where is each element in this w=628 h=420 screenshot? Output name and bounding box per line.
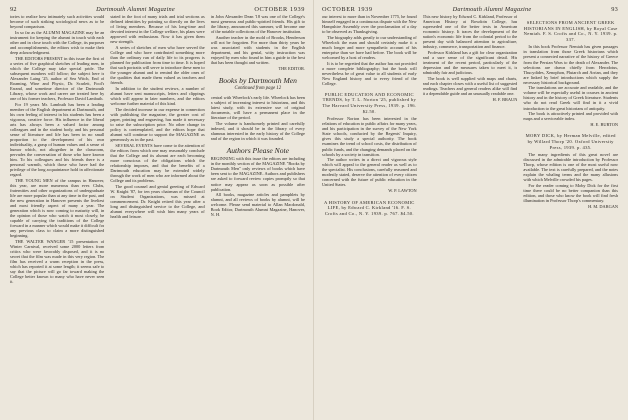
right-page bbox=[314, 0, 628, 420]
issue-date-left: OCTOBER 1939 bbox=[254, 5, 305, 13]
paragraph: The translations are accurate and readable, and the volume will be especially useful in courses in ancient history and in the history of Greek literature. Students who do not read Greek will find in it a vivid introduction to the great historians of antiquity. bbox=[523, 85, 618, 111]
authors-note-title: Authors Please Note bbox=[226, 146, 290, 156]
paragraph: Professor Kirkland has a gift for clear organization and a sure sense of the significant detail. His treatment of the recent period, particularly of the depression and the measures taken to meet it, is admirably fair and judicious. bbox=[422, 49, 518, 76]
reviewer-byline: H. E. BURTON bbox=[590, 122, 618, 128]
paragraph: The biography adds greatly to our understanding of Wheelock the man and should certainly make it a much longer and more sympathetic account of his enterprise than we have had before. The book will be welcomed by a host of readers. bbox=[322, 34, 417, 60]
paragraph: THE EDITORS PRESENT in this issue the first of a series of five graphical sketches of leading men, in which the College may take special pride. The subsequent numbers will follow; the subject here is Alexander Laing '25, author of Sea Witch, End of Roaming, Wine and Physic, Dr. Scarlett, Fool's Errand, and sometime director of the Dartmouth Library, whose work and career are treated here by one of his former teachers, Professor David Lambuth. bbox=[10, 55, 105, 101]
paragraph: SEVERAL EVENTS have come to the attention of the editors from which one may reasonably conclude that the College and its alumni are each becoming more conscious of the obligations which the relationship imposes, and that the benefits of a Dartmouth education may be extended widely through the work of men who are informed about the College and its problems. bbox=[110, 142, 205, 183]
left-page-header bbox=[10, 4, 305, 14]
paragraph: BEGINNING with this issue the editors are including in the monthly section of the MAGAZINE "Books by Dartmouth Men" only reviews of books which have been sent to the MAGAZINE. Authors and publishers are asked to forward review copies promptly so that notice may appear as soon as possible after publication. bbox=[210, 156, 305, 192]
page-number-left: 92 bbox=[10, 5, 17, 13]
reviewer-byline: H. F. BRAUN bbox=[492, 96, 518, 102]
paragraph: in John Alexander Dean '18 was one of the College's most generous and public-spirited friends. His gift to the library, announced this summer, will become one of the notable collections of the Hanover institution. bbox=[210, 14, 305, 35]
paragraph: Professor Norton has been interested in the relations of education to public affairs for many years, and his participation in the survey of the New York State schools, conducted by the Regents' Inquiry, gives this study a special authority. The book examines the trend of school costs, the distribution of public funds, and the changing demands placed on the schools by a society in transition. bbox=[322, 116, 417, 157]
magazine-title-right: Dartmouth Alumni Magazine bbox=[452, 5, 532, 13]
issue-date-right: OCTOBER 1939 bbox=[322, 5, 373, 13]
page-number-right: 93 bbox=[611, 5, 618, 13]
books-continued-note: Continued from page 12 bbox=[234, 86, 282, 92]
paragraph: For the reader coming to Moby Dick for the first time there could be no better companion than this edition, and those who know the book will find fresh illumination in Professor Thorp's commentary. bbox=[523, 183, 618, 204]
right-column-2 bbox=[423, 14, 518, 418]
books-section-title: Books by Dartmouth Men bbox=[218, 76, 297, 86]
reviewer-byline: H. M. DARGAN bbox=[588, 204, 618, 210]
paragraph: The book is attractively printed and provided with maps and a serviceable index. bbox=[523, 111, 618, 122]
paragraph: stated in the foot of many trials and trial sections as defined identities by pointing so directly on the lives of living members. Because of his long-time and devoted interest in the College welfare, his plans were approved with enthusiasm. Now it has given them new strength. bbox=[110, 14, 205, 45]
paragraph: The many ingredients of this great novel are discussed in the admirable introduction by Professor Thorp, whose edition is one of the most useful now available. The text is carefully prepared, and the notes explain the whaling terms and the many allusions with which Melville crowded his pages. bbox=[523, 152, 618, 183]
paragraph: Another teacher in the mold of Brooks, Henderson will not be forgotten. For more than thirty years he was associated with students in the English department, and his genial, witty instruction was enjoyed by men who found in him a guide to the best that has been thought and written. bbox=[210, 34, 305, 66]
magazine-title-left: Dartmouth Alumni Magazine bbox=[96, 5, 175, 13]
review-title-public-education: PUBLIC EDUCATION AND ECONOMIC TRENDS, by T. L. Norton '25, published by The Harvard University Press, 1939. p. 196. $2.50. bbox=[322, 91, 417, 114]
review-title-greek-historians: SELECTIONS FROM ANCIENT GREEK HISTORIANS IN ENGLISH, by Royal Case Nemiah. F. S. Crofts and Co., N. Y. 1939. p. 337. bbox=[523, 20, 618, 42]
paragraph: The book is well supplied with maps and charts, and each chapter closes with a useful list of suggested readings. Teachers and general readers alike will find it a dependable guide and an unusually readable one. bbox=[422, 75, 518, 96]
right-page-header bbox=[322, 4, 618, 14]
paragraph: tories to realize how intimately such activities would become of such striking sociological news as to be beyond comparison. bbox=[10, 14, 105, 30]
review-title-moby-dick: MOBY DICK, by Herman Melville, edited by Willard Thorp '20. Oxford University Press, 1939. p. 435. bbox=[525, 133, 616, 150]
review-title-economic-life: A HISTORY OF AMERICAN ECONOMIC LIFE, by Edward C. Kirkland '16. F. S. Crofts and Co., N. Y. 1939. p. 767. $4.50. bbox=[323, 199, 415, 216]
right-column-3 bbox=[523, 14, 618, 418]
left-column-1 bbox=[10, 14, 104, 418]
paragraph: In so far as the ALUMNI MAGAZINE may be an instrument for keeping the alumni in touch with each other and in close touch with the College, its purposes and accomplishments, the editors wish to make their deep acknowledgment. bbox=[10, 29, 105, 55]
paragraph: THE YOUNG MEN of the campus in Hanover, this year, are more numerous than ever. Clubs, fraternities and other organizations of undergraduate life are more popular than at any time in the past, and the new generation in Hanover presents the liveliest and most friendly aspect of many a year. The generation which is now coming to maturity will, in the opinion of those who watch it most closely, be capable of carrying the traditions of the College forward in a manner which would make it difficult for any previous class to claim a more distinguished beginning. bbox=[10, 177, 105, 239]
paragraph: In this book Professor Nemiah has given passages in translation from those Greek historians which present a connected narrative of the history of Greece from the Persian Wars to the death of Alexander. The selections are drawn chiefly from Herodotus, Thucydides, Xenophon, Plutarch and Arrian, and they are linked by brief introductions which supply the necessary historical background. bbox=[523, 44, 618, 85]
paragraph: THE WALTER WANGER '15 presentation of Winter Carnival, received some 2000 letters from critics who were favorably disposed, and it is no secret that the film was made in this very region. The film has received a warm reception in the press, which has reported it at some length; it seems safe to say that the picture will go far toward making the College better known to many who have never seen it. bbox=[10, 239, 105, 285]
right-column-1 bbox=[322, 14, 417, 418]
paragraph: All books, magazine articles and pamphlets by alumni, and all reviews of books by alumni, will be welcome. Please send material to Allan Macdonald, Book Editor, Dartmouth Alumni Magazine, Hanover, N. H. bbox=[210, 192, 305, 218]
left-column-3 bbox=[211, 14, 305, 418]
paragraph: For 19 years Mr. Lambuth has been a leading member of the English department at Dartmouth, and his own feeling of interest in his students has been a vigorous, creative force. His influence in the liberal arts has always been a valued factor among colleagues and in the student body, and his personal sense of literature and life has been in no small proportion to the development of his own individuality, a grasp of human values and a sense of humor which, not altogether in the classroom, pervades the conversation of those who have known him. To his colleagues and his friends there is a personal warmth, which those who have had the privilege of the long acquaintance hold in affectionate regard. bbox=[10, 101, 105, 178]
reviewer-byline: W. P. LAWTON bbox=[388, 188, 417, 194]
right-page-columns bbox=[322, 14, 618, 418]
paragraph: The good counsel and genial greeting of Edward W. Knight '87, for ten years chairman of the Council on Student Organizations, was missed at commencement. Dr. Knight retired this year after a long and distinguished service to the College, and alumni everywhere will wish him many years of health and leisure. bbox=[110, 183, 205, 219]
paragraph: our interest to more than in November 1775, he found himself engaged in a continuous dispute with the New Hampshire Assembly over the proclamation of a day to be observed as Thanksgiving. bbox=[322, 14, 417, 35]
left-page-columns bbox=[10, 14, 305, 418]
paragraph: In addition to the student reviews, a number of alumni have sent manuscripts, letters and clippings which will appear in later numbers, and the editors welcome further material of this kind. bbox=[110, 85, 205, 106]
editor-signature: THE EDITOR. bbox=[278, 66, 305, 72]
paragraph: It is to be regretted that the author has not provided a more complete bibliography; but the book will nevertheless be of great value to all students of early New England history and to every friend of the College. bbox=[322, 60, 417, 86]
paragraph: A series of sketches of men who have served the College and who have contributed something more than the ordinary run of daily life to its progress is planned for publication from time to time. It is hoped that such portraits will serve to introduce these men to the younger alumni and to remind the older ones of the qualities that made them valued as teachers and friends. bbox=[110, 44, 205, 86]
paragraph: The decided increase in our expense in connection with publishing the magazine, the greater cost of paper, printing and engraving, has made it necessary to raise the subscription price. No other change in policy is contemplated, and the editors hope that alumni will continue to support the MAGAZINE as generously as in the past. bbox=[110, 106, 205, 142]
paragraph: This new history by Edward C. Kirkland, Professor of American History at Bowdoin College, has superseded one of the better texts in American economic history. It traces the development of the nation's economic life from the colonial period to the present day with balanced attention to agriculture, industry, commerce, transportation and finance. bbox=[422, 14, 518, 50]
paragraph: central with Wheelock's early life. Wheelock has been a subject of increasing interest to historians, and this latest study, with its extensive use of original documents, will have a permanent place in the literature of the period. bbox=[210, 95, 305, 121]
left-column-2 bbox=[110, 14, 204, 418]
paragraph: The volume is handsomely printed and carefully indexed, and it should be in the library of every alumnus interested in the early history of the College and of the region in which it was founded. bbox=[210, 121, 305, 142]
paragraph: The author writes in a direct and vigorous style which will appeal to the general reader as well as to the specialist. His conclusions, carefully reasoned and modestly stated, deserve the attention of every citizen concerned with the future of public education in the United States. bbox=[322, 157, 417, 188]
